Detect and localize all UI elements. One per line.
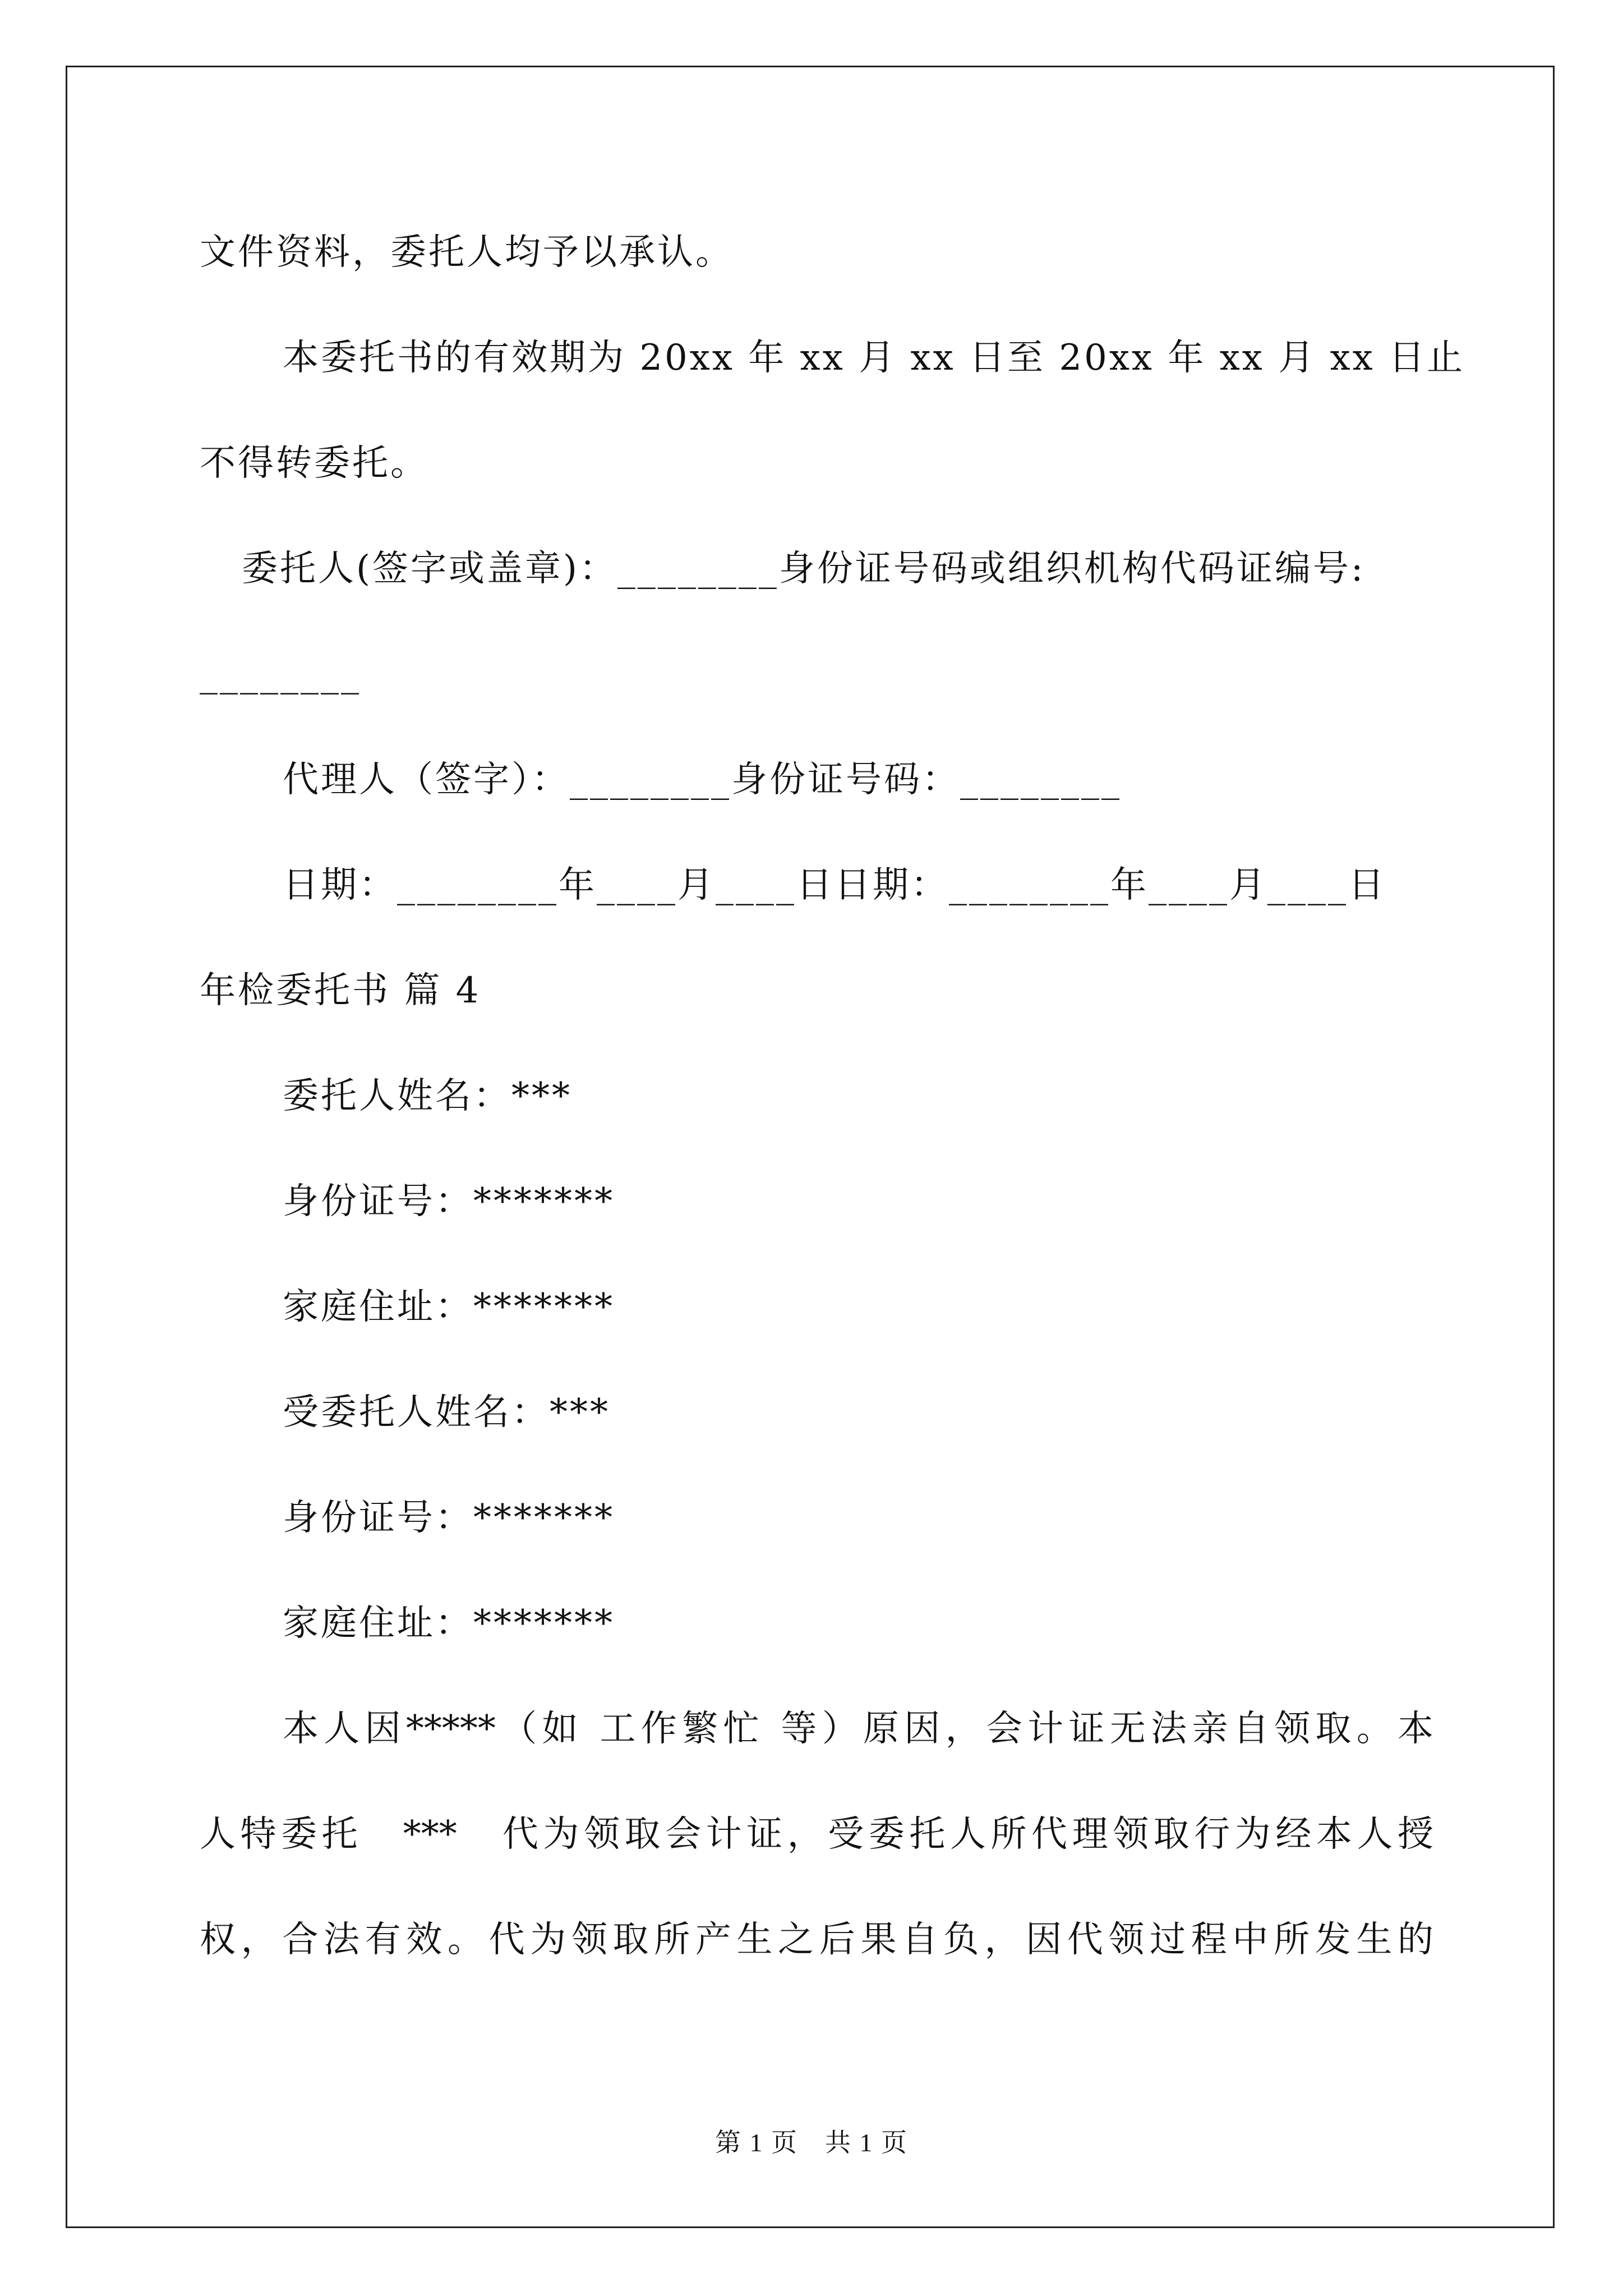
date-line: 日期：________年____月____日日期：________年____月____日 (283, 864, 1386, 906)
text-line-1: 文件资料，委托人均予以承认。 (200, 232, 734, 273)
agent-name-line: 受委托人姓名：*** (283, 1392, 610, 1433)
page-border (66, 66, 1555, 2228)
principal-id-line: 身份证号：******* (283, 1181, 615, 1222)
principal-address-line: 家庭住址：******* (283, 1286, 615, 1328)
principal-signature-line: 委托人(签字或盖章)：________身份证号码或组织机构代码证编号: (242, 548, 1366, 590)
statement-line-3: 权，合法有效。代为领取所产生之后果自负，因代领过程中所发生的 (200, 1919, 1433, 1961)
text-line-3: 不得转委托。 (200, 443, 428, 484)
agent-address-line: 家庭住址：******* (283, 1603, 615, 1644)
id-blank-line: ________ (200, 654, 361, 695)
page-footer: 第 1 页 共 1 页 (715, 2128, 908, 2157)
agent-id-line: 身份证号：******* (283, 1497, 615, 1539)
principal-name-line: 委托人姓名：*** (283, 1075, 572, 1117)
section-heading: 年检委托书 篇 4 (200, 970, 481, 1011)
statement-line-2: 人特委托 *** 代为领取会计证，受委托人所代理领取行为经本人授 (200, 1814, 1433, 1855)
statement-line-1: 本人因*****（如 工作繁忙 等）原因，会计证无法亲自领取。本 (283, 1708, 1433, 1750)
agent-signature-line: 代理人（签字）：________身份证号码：________ (283, 759, 1122, 800)
validity-line: 本委托书的有效期为 20xx 年 xx 月 xx 日至 20xx 年 xx 月 xx 日止 (283, 337, 1465, 379)
